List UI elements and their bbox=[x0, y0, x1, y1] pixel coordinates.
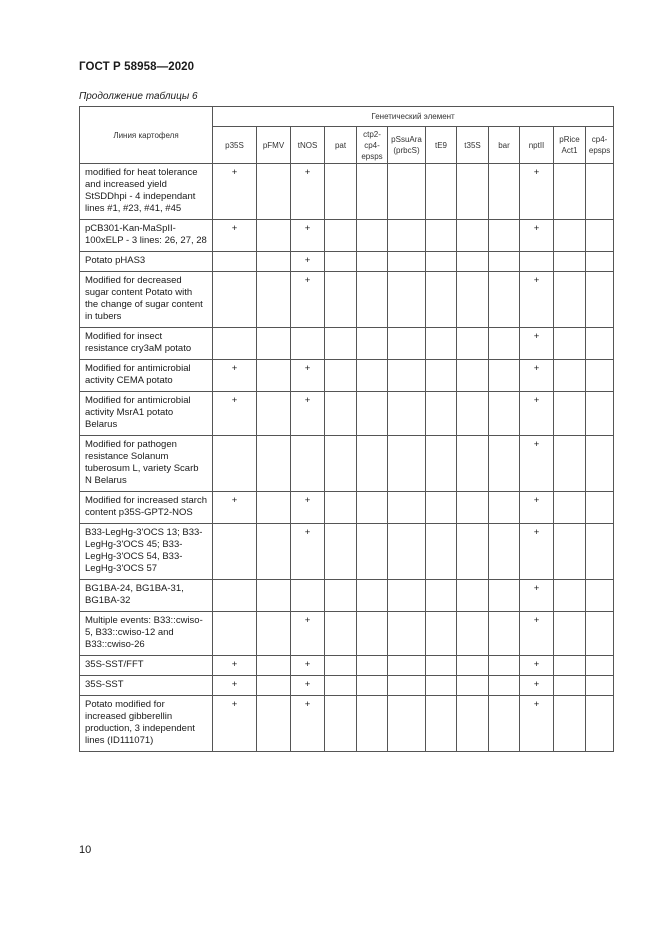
element-mark-cell: + bbox=[213, 676, 257, 696]
element-mark-cell bbox=[586, 580, 614, 612]
element-mark-cell bbox=[213, 524, 257, 580]
element-mark-cell bbox=[457, 696, 489, 752]
potato-line-name: Potato pHAS3 bbox=[80, 252, 213, 272]
element-mark-cell bbox=[554, 580, 586, 612]
element-mark-cell bbox=[291, 328, 325, 360]
element-mark-cell: + bbox=[520, 656, 554, 676]
element-mark-cell bbox=[426, 328, 457, 360]
element-mark-cell bbox=[586, 360, 614, 392]
element-mark-cell: + bbox=[291, 656, 325, 676]
element-mark-cell: + bbox=[291, 360, 325, 392]
element-mark-cell bbox=[388, 220, 426, 252]
page-number: 10 bbox=[79, 844, 92, 856]
element-mark-cell bbox=[357, 436, 388, 492]
element-mark-cell bbox=[426, 492, 457, 524]
element-mark-cell bbox=[489, 392, 520, 436]
element-mark-cell bbox=[489, 676, 520, 696]
element-mark-cell bbox=[357, 252, 388, 272]
element-mark-cell: + bbox=[520, 696, 554, 752]
element-mark-cell: + bbox=[520, 360, 554, 392]
element-mark-cell bbox=[357, 360, 388, 392]
element-mark-cell bbox=[388, 580, 426, 612]
element-mark-cell bbox=[586, 392, 614, 436]
element-mark-cell bbox=[489, 252, 520, 272]
column-header: pFMV bbox=[257, 127, 291, 164]
element-mark-cell bbox=[426, 696, 457, 752]
element-mark-cell: + bbox=[291, 676, 325, 696]
element-mark-cell bbox=[325, 580, 357, 612]
genetic-elements-table bbox=[79, 106, 614, 752]
element-mark-cell bbox=[554, 524, 586, 580]
element-mark-cell bbox=[257, 252, 291, 272]
element-mark-cell bbox=[257, 492, 291, 524]
element-mark-cell bbox=[426, 676, 457, 696]
element-mark-cell bbox=[426, 436, 457, 492]
column-header: pat bbox=[325, 127, 357, 164]
element-mark-cell bbox=[489, 612, 520, 656]
element-mark-cell bbox=[586, 696, 614, 752]
element-mark-cell bbox=[388, 656, 426, 676]
table-row bbox=[80, 436, 614, 492]
element-mark-cell bbox=[457, 164, 489, 220]
element-mark-cell bbox=[357, 492, 388, 524]
element-mark-cell: + bbox=[520, 164, 554, 220]
table-row bbox=[80, 252, 614, 272]
column-header: ctp2-cp4-epsps bbox=[357, 127, 388, 164]
element-mark-cell bbox=[426, 612, 457, 656]
potato-line-name: modified for heat tolerance and increased yield StSDDhpi - 4 independant lines #1, #23, #41, #45 bbox=[80, 164, 213, 220]
column-header: cp4-epsps bbox=[586, 127, 614, 164]
element-mark-cell bbox=[426, 164, 457, 220]
element-mark-cell bbox=[213, 436, 257, 492]
table-row bbox=[80, 612, 614, 656]
element-mark-cell: + bbox=[291, 524, 325, 580]
element-mark-cell bbox=[457, 360, 489, 392]
element-mark-cell bbox=[426, 580, 457, 612]
element-mark-cell bbox=[489, 696, 520, 752]
potato-line-name: Modified for decreased sugar content Potato with the change of sugar content in tubers bbox=[80, 272, 213, 328]
element-mark-cell bbox=[213, 580, 257, 612]
element-mark-cell bbox=[554, 220, 586, 252]
element-mark-cell bbox=[257, 328, 291, 360]
element-mark-cell bbox=[357, 164, 388, 220]
table-row bbox=[80, 360, 614, 392]
element-mark-cell: + bbox=[291, 492, 325, 524]
element-mark-cell bbox=[457, 436, 489, 492]
table-row bbox=[80, 580, 614, 612]
potato-line-name: Multiple events: B33::cwiso-5, B33::cwiso-12 and B33::cwiso-26 bbox=[80, 612, 213, 656]
element-mark-cell bbox=[457, 392, 489, 436]
element-mark-cell bbox=[586, 220, 614, 252]
element-mark-cell bbox=[325, 328, 357, 360]
element-mark-cell bbox=[388, 252, 426, 272]
element-mark-cell bbox=[554, 164, 586, 220]
element-mark-cell: + bbox=[213, 360, 257, 392]
element-mark-cell bbox=[489, 436, 520, 492]
element-mark-cell: + bbox=[213, 492, 257, 524]
element-mark-cell bbox=[426, 656, 457, 676]
element-group-header: Генетический элемент bbox=[213, 107, 614, 127]
element-mark-cell bbox=[586, 436, 614, 492]
element-mark-cell bbox=[554, 392, 586, 436]
element-mark-cell: + bbox=[213, 696, 257, 752]
element-mark-cell bbox=[325, 436, 357, 492]
element-mark-cell: + bbox=[213, 392, 257, 436]
column-header: pRice Act1 bbox=[554, 127, 586, 164]
element-mark-cell bbox=[426, 220, 457, 252]
table-caption: Продолжение таблицы 6 bbox=[79, 91, 198, 102]
element-mark-cell: + bbox=[291, 164, 325, 220]
element-mark-cell bbox=[291, 436, 325, 492]
element-mark-cell bbox=[586, 164, 614, 220]
element-mark-cell bbox=[457, 676, 489, 696]
element-mark-cell bbox=[426, 272, 457, 328]
element-mark-cell bbox=[554, 272, 586, 328]
element-mark-cell bbox=[554, 436, 586, 492]
element-mark-cell bbox=[457, 580, 489, 612]
table-row bbox=[80, 524, 614, 580]
element-mark-cell bbox=[554, 252, 586, 272]
element-mark-cell bbox=[586, 612, 614, 656]
element-mark-cell bbox=[357, 272, 388, 328]
table-row bbox=[80, 272, 614, 328]
table-row bbox=[80, 220, 614, 252]
element-mark-cell bbox=[426, 360, 457, 392]
element-mark-cell bbox=[325, 360, 357, 392]
element-mark-cell bbox=[489, 164, 520, 220]
element-mark-cell: + bbox=[520, 612, 554, 656]
element-mark-cell: + bbox=[291, 392, 325, 436]
element-mark-cell bbox=[325, 492, 357, 524]
element-mark-cell bbox=[457, 220, 489, 252]
element-mark-cell bbox=[586, 272, 614, 328]
element-mark-cell bbox=[388, 524, 426, 580]
element-mark-cell bbox=[554, 360, 586, 392]
element-mark-cell bbox=[457, 252, 489, 272]
element-mark-cell bbox=[325, 524, 357, 580]
element-mark-cell bbox=[388, 676, 426, 696]
element-mark-cell: + bbox=[520, 676, 554, 696]
element-mark-cell bbox=[426, 524, 457, 580]
element-mark-cell bbox=[586, 252, 614, 272]
element-mark-cell bbox=[489, 524, 520, 580]
element-mark-cell bbox=[257, 656, 291, 676]
element-mark-cell: + bbox=[520, 392, 554, 436]
element-mark-cell bbox=[357, 696, 388, 752]
table-row bbox=[80, 328, 614, 360]
column-header: t35S bbox=[457, 127, 489, 164]
element-mark-cell bbox=[257, 272, 291, 328]
column-header: nptII bbox=[520, 127, 554, 164]
element-mark-cell bbox=[388, 328, 426, 360]
element-mark-cell bbox=[357, 676, 388, 696]
element-mark-cell bbox=[388, 272, 426, 328]
element-mark-cell: + bbox=[520, 220, 554, 252]
element-mark-cell bbox=[213, 252, 257, 272]
element-mark-cell bbox=[554, 492, 586, 524]
element-mark-cell bbox=[586, 492, 614, 524]
element-mark-cell bbox=[325, 392, 357, 436]
element-mark-cell bbox=[325, 676, 357, 696]
element-mark-cell bbox=[213, 328, 257, 360]
element-mark-cell: + bbox=[291, 696, 325, 752]
element-mark-cell bbox=[325, 272, 357, 328]
element-mark-cell: + bbox=[291, 252, 325, 272]
element-mark-cell: + bbox=[520, 436, 554, 492]
element-mark-cell bbox=[357, 656, 388, 676]
column-header: tNOS bbox=[291, 127, 325, 164]
element-mark-cell: + bbox=[520, 328, 554, 360]
element-mark-cell bbox=[257, 164, 291, 220]
table-body bbox=[80, 164, 614, 752]
table-row bbox=[80, 164, 614, 220]
element-mark-cell bbox=[257, 360, 291, 392]
element-mark-cell: + bbox=[213, 164, 257, 220]
element-mark-cell bbox=[325, 164, 357, 220]
table-row bbox=[80, 392, 614, 436]
element-mark-cell bbox=[257, 392, 291, 436]
element-mark-cell bbox=[325, 656, 357, 676]
element-mark-cell bbox=[489, 272, 520, 328]
table-row bbox=[80, 656, 614, 676]
column-header: p35S bbox=[213, 127, 257, 164]
element-mark-cell: + bbox=[213, 220, 257, 252]
element-mark-cell: + bbox=[291, 220, 325, 252]
potato-line-name: BG1BA-24, BG1BA-31, BG1BA-32 bbox=[80, 580, 213, 612]
element-mark-cell bbox=[291, 580, 325, 612]
element-mark-cell bbox=[489, 492, 520, 524]
potato-line-name: 35S-SST/FFT bbox=[80, 656, 213, 676]
element-mark-cell bbox=[257, 436, 291, 492]
potato-line-name: B33-LegHg-3'OCS 13; B33-LegHg-3'OCS 45; B33-LegHg-3'OCS 54, B33-LegHg-3'OCS 57 bbox=[80, 524, 213, 580]
element-mark-cell: + bbox=[213, 656, 257, 676]
element-mark-cell bbox=[325, 252, 357, 272]
element-mark-cell bbox=[325, 220, 357, 252]
element-mark-cell bbox=[388, 164, 426, 220]
element-mark-cell bbox=[357, 524, 388, 580]
column-header: tE9 bbox=[426, 127, 457, 164]
element-mark-cell bbox=[388, 360, 426, 392]
element-mark-cell bbox=[554, 612, 586, 656]
element-mark-cell bbox=[213, 612, 257, 656]
element-mark-cell bbox=[357, 392, 388, 436]
element-mark-cell bbox=[586, 676, 614, 696]
element-mark-cell bbox=[457, 492, 489, 524]
element-mark-cell bbox=[457, 656, 489, 676]
element-mark-cell bbox=[489, 656, 520, 676]
element-mark-cell bbox=[388, 612, 426, 656]
element-mark-cell bbox=[388, 392, 426, 436]
element-mark-cell bbox=[554, 328, 586, 360]
element-mark-cell bbox=[257, 580, 291, 612]
potato-line-name: pCB301-Kan-MaSpII-100xELP - 3 lines: 26, 27, 28 bbox=[80, 220, 213, 252]
element-mark-cell bbox=[489, 328, 520, 360]
element-mark-cell bbox=[257, 676, 291, 696]
element-mark-cell bbox=[457, 328, 489, 360]
element-mark-cell bbox=[388, 696, 426, 752]
element-mark-cell bbox=[388, 492, 426, 524]
table-row bbox=[80, 676, 614, 696]
element-mark-cell bbox=[586, 656, 614, 676]
element-mark-cell: + bbox=[520, 580, 554, 612]
document-code: ГОСТ Р 58958—2020 bbox=[79, 61, 195, 73]
element-mark-cell bbox=[489, 220, 520, 252]
element-mark-cell bbox=[586, 328, 614, 360]
element-mark-cell bbox=[388, 436, 426, 492]
element-mark-cell bbox=[554, 656, 586, 676]
table-row bbox=[80, 696, 614, 752]
element-mark-cell: + bbox=[520, 524, 554, 580]
element-mark-cell bbox=[489, 360, 520, 392]
element-mark-cell bbox=[426, 252, 457, 272]
potato-line-name: Modified for increased starch content p35S-GPT2-NOS bbox=[80, 492, 213, 524]
column-header: pSsuAra (prbcS) bbox=[388, 127, 426, 164]
element-mark-cell bbox=[257, 220, 291, 252]
element-mark-cell: + bbox=[520, 272, 554, 328]
element-mark-cell: + bbox=[520, 492, 554, 524]
table-row bbox=[80, 492, 614, 524]
element-mark-cell bbox=[357, 612, 388, 656]
element-mark-cell: + bbox=[291, 272, 325, 328]
element-mark-cell bbox=[325, 612, 357, 656]
element-mark-cell bbox=[257, 524, 291, 580]
element-mark-cell bbox=[357, 220, 388, 252]
element-mark-cell bbox=[213, 272, 257, 328]
element-mark-cell bbox=[489, 580, 520, 612]
column-header: bar bbox=[489, 127, 520, 164]
element-mark-cell bbox=[257, 696, 291, 752]
potato-line-name: Modified for insect resistance cry3aM potato bbox=[80, 328, 213, 360]
element-mark-cell bbox=[457, 524, 489, 580]
potato-line-name: 35S-SST bbox=[80, 676, 213, 696]
element-mark-cell bbox=[426, 392, 457, 436]
element-mark-cell bbox=[257, 612, 291, 656]
element-mark-cell bbox=[554, 696, 586, 752]
potato-line-name: Modified for antimicrobial activity MsrA1 potato Belarus bbox=[80, 392, 213, 436]
element-mark-cell bbox=[554, 676, 586, 696]
element-mark-cell bbox=[586, 524, 614, 580]
potato-line-name: Modified for antimicrobial activity CEMA potato bbox=[80, 360, 213, 392]
line-column-header: Линия картофеля bbox=[80, 107, 213, 164]
potato-line-name: Modified for pathogen resistance Solanum tuberosum L, variety Scarb N Belarus bbox=[80, 436, 213, 492]
element-mark-cell bbox=[457, 612, 489, 656]
potato-line-name: Potato modified for increased gibberellin production, 3 independent lines (ID111071) bbox=[80, 696, 213, 752]
element-mark-cell bbox=[325, 696, 357, 752]
element-mark-cell bbox=[457, 272, 489, 328]
element-mark-cell bbox=[357, 328, 388, 360]
element-mark-cell: + bbox=[291, 612, 325, 656]
element-mark-cell bbox=[357, 580, 388, 612]
element-mark-cell bbox=[520, 252, 554, 272]
